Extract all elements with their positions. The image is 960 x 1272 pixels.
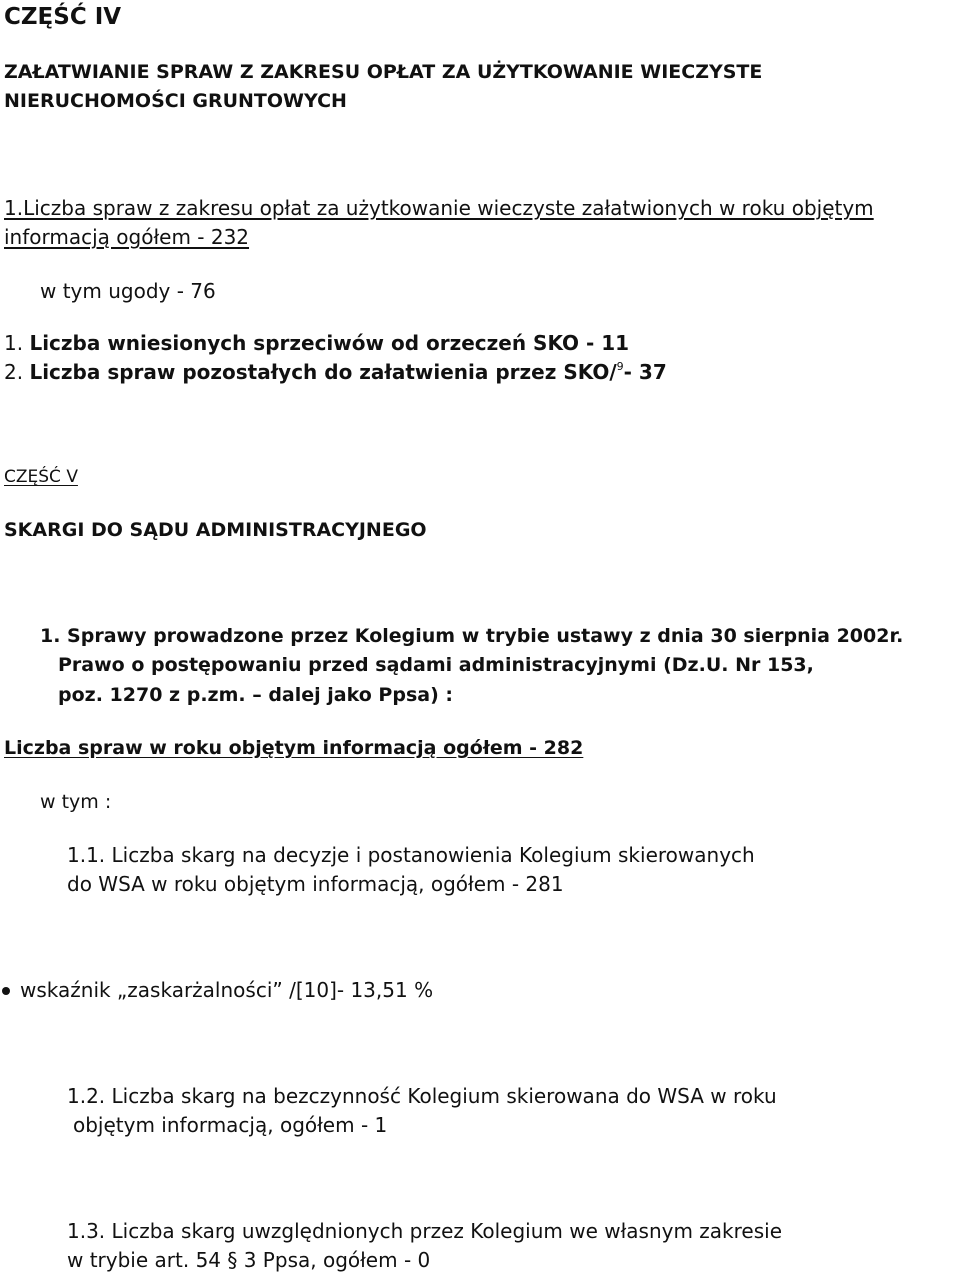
item-1-3-line1: 1.3. Liczba skarg uwzględnionych przez Kolegium we własnym zakresie [67, 1219, 782, 1243]
part4-item1-text: Liczba wniesionych sprzeciwów od orzeczeń SKO - 11 [29, 331, 630, 355]
part4-title-line2: NIERUCHOMOŚCI GRUNTOWYCH [4, 90, 347, 112]
part4-item1 [4, 333, 629, 353]
item-1-1-line2: do WSA w roku objętym informacją, ogółem - 281 [67, 872, 564, 896]
part4-item1-number: 1. [4, 331, 24, 355]
part4-total-line2: informacją ogółem - 232 [4, 225, 250, 249]
part5-heading: CZĘŚĆ V [4, 467, 78, 487]
part4-item2-footnote: 9 [616, 360, 624, 373]
part5-title: SKARGI DO SĄDU ADMINISTRACYJNEGO [4, 519, 427, 541]
part4-item2-value: - 37 [623, 360, 667, 384]
part4-item2-text: Liczba spraw pozostałych do załatwienia przez SKO/ [29, 360, 617, 384]
item-1-3-line2: w trybie art. 54 § 3 Ppsa, ogółem - 0 [67, 1248, 431, 1272]
part4-item2 [4, 362, 667, 382]
part5-total: Liczba spraw w roku objętym informacją ogółem - 282 [4, 737, 584, 759]
item-1-2-line2: objętym informacją, ogółem - 1 [73, 1113, 388, 1137]
part4-title-line1: ZAŁATWIANIE SPRAW Z ZAKRESU OPŁAT ZA UŻYTKOWANIE WIECZYSTE [4, 61, 763, 83]
part4-item2-number: 2. [4, 360, 24, 384]
part4-settlements: w tym ugody - 76 [40, 279, 216, 303]
part5-section1-line3: poz. 1270 z p.zm. – dalej jako Ppsa) : [58, 684, 453, 706]
part4-total-line1: 1.Liczba spraw z zakresu opłat za użytkowanie wieczyste załatwionych w roku objętym [4, 196, 874, 220]
part4-heading: CZĘŚĆ IV [4, 4, 122, 30]
item-1-2-line1: 1.2. Liczba skarg na bezczynność Kolegium skierowana do WSA w roku [67, 1084, 777, 1108]
item-1-1-line1: 1.1. Liczba skarg na decyzje i postanowienia Kolegium skierowanych [67, 843, 755, 867]
part5-section1-line1: 1. Sprawy prowadzone przez Kolegium w trybie ustawy z dnia 30 sierpnia 2002r. [40, 625, 904, 647]
part5-including: w tym : [40, 791, 112, 813]
bullet-icon [2, 987, 10, 995]
part5-section1-line2: Prawo o postępowaniu przed sądami administracyjnymi (Dz.U. Nr 153, [58, 654, 814, 676]
indicator: wskaźnik „zaskarżalności” /[10]- 13,51 % [20, 978, 434, 1002]
